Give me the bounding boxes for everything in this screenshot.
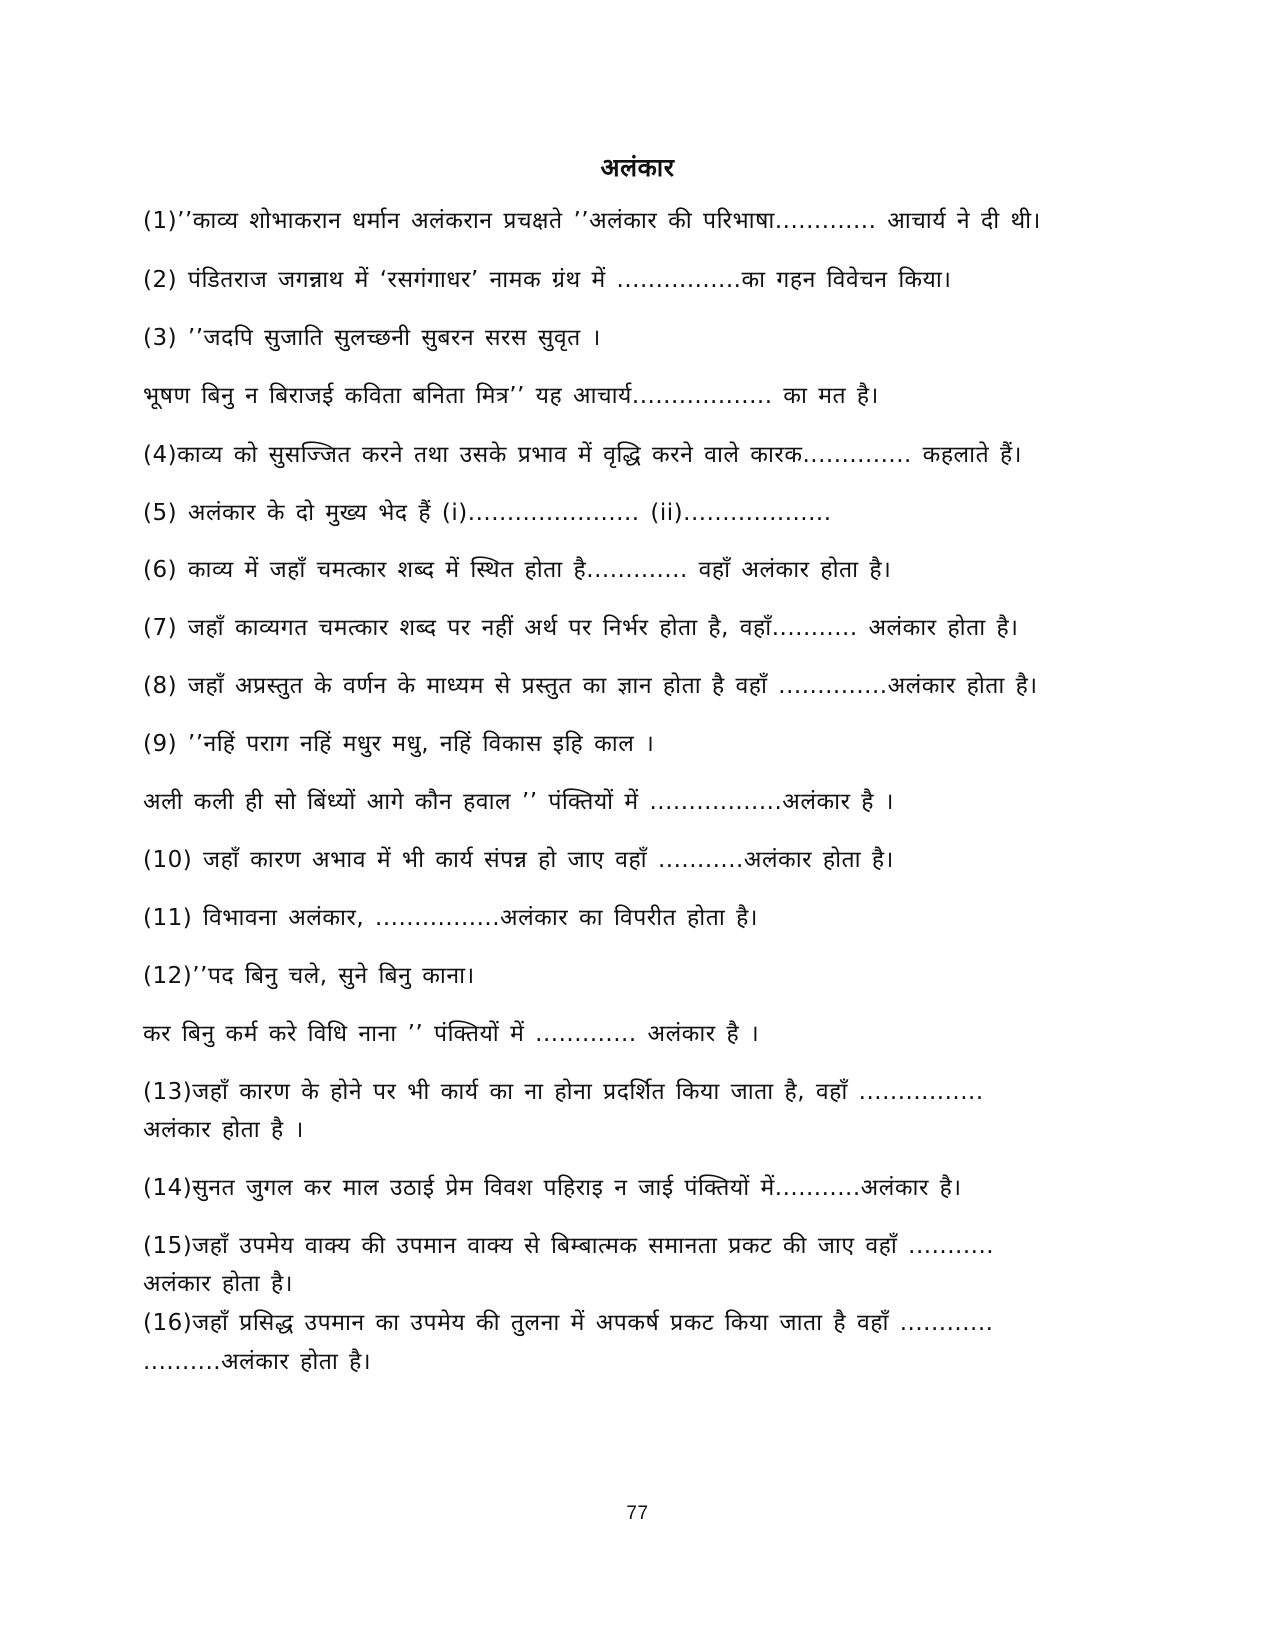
question-3-line-2: भूषण बिनु न बिराजई कविता बनिता मित्र’’ यह आचार्य.................. का मत है। [143, 383, 879, 409]
question-16-line-2: ..........अलंकार होता है। [143, 1349, 372, 1375]
question-11: (11) विभावना अलंकार, ................अलंकार का विपरीत होता है। [143, 905, 759, 931]
question-5: (5) अलंकार के दो मुख्य भेद हैं (i)...................... (ii)................... [143, 500, 832, 526]
question-9-line-1: (9) ’’नहिं पराग नहिं मधुर मधु, नहिं विकास इहि काल । [143, 731, 655, 757]
question-1: (1)’’काव्य शोभाकरान धर्मान अलंकरान प्रचक्षते ’’अलंकार की परिभाषा............. आचार्य ने दी थी। [143, 208, 1041, 234]
question-12-line-2: कर बिनु कर्म करे विधि नाना ’’ पंक्तियों में ............. अलंकार है । [143, 1021, 760, 1047]
page-number: 77 [626, 1503, 649, 1524]
question-3-line-1: (3) ’’जदपि सुजाति सुलच्छनी सुबरन सरस सुवृत । [143, 325, 601, 351]
question-4: (4)काव्य को सुसज्जित करने तथा उसके प्रभाव में वृद्धि करने वाले कारक.............. कहलाते हैं। [143, 442, 1022, 468]
question-8: (8) जहाँ अप्रस्तुत के वर्णन के माध्यम से प्रस्तुत का ज्ञान होता है वहाँ ..............अलंकार होता है। [143, 673, 1038, 699]
question-13-line-2: अलंकार होता है । [143, 1117, 304, 1143]
question-13-line-1: (13)जहाँ कारण के होने पर भी कार्य का ना होना प्रदर्शित किया जाता है, वहाँ ................ [143, 1079, 984, 1105]
page-title: अलंकार [600, 153, 675, 182]
question-6: (6) काव्य में जहाँ चमत्कार शब्द में स्थित होता है............. वहाँ अलंकार होता है। [143, 557, 892, 583]
question-12-line-1: (12)’’पद बिनु चले, सुने बिनु काना। [143, 963, 475, 989]
question-10: (10) जहाँ कारण अभाव में भी कार्य संपन्न हो जाए वहाँ ...........अलंकार होता है। [143, 847, 894, 873]
question-16-line-1: (16)जहाँ प्रसिद्ध उपमान का उपमेय की तुलना में अपकर्ष प्रकट किया जाता है वहाँ ............ [143, 1310, 994, 1336]
question-2: (2) पंडितराज जगन्नाथ में ‘रसगंगाधर’ नामक ग्रंथ में ................का गहन विवेचन किया। [143, 267, 952, 293]
question-7: (7) जहाँ काव्यगत चमत्कार शब्द पर नहीं अर्थ पर निर्भर होता है, वहाँ........... अलंकार होता है। [143, 615, 1019, 641]
question-15-line-2: अलंकार होता है। [143, 1271, 293, 1297]
question-14: (14)सुनत जुगल कर माल उठाई प्रेम विवश पहिराइ न जाई पंक्तियों में...........अलंकार है। [143, 1175, 962, 1201]
question-15-line-1: (15)जहाँ उपमेय वाक्य की उपमान वाक्य से बिम्बात्मक समानता प्रकट की जाए वहाँ ........... [143, 1233, 995, 1259]
question-9-line-2: अली कली ही सो बिंध्यों आगे कौन हवाल ’’ पंक्तियों में .................अलंकार है । [143, 789, 895, 815]
